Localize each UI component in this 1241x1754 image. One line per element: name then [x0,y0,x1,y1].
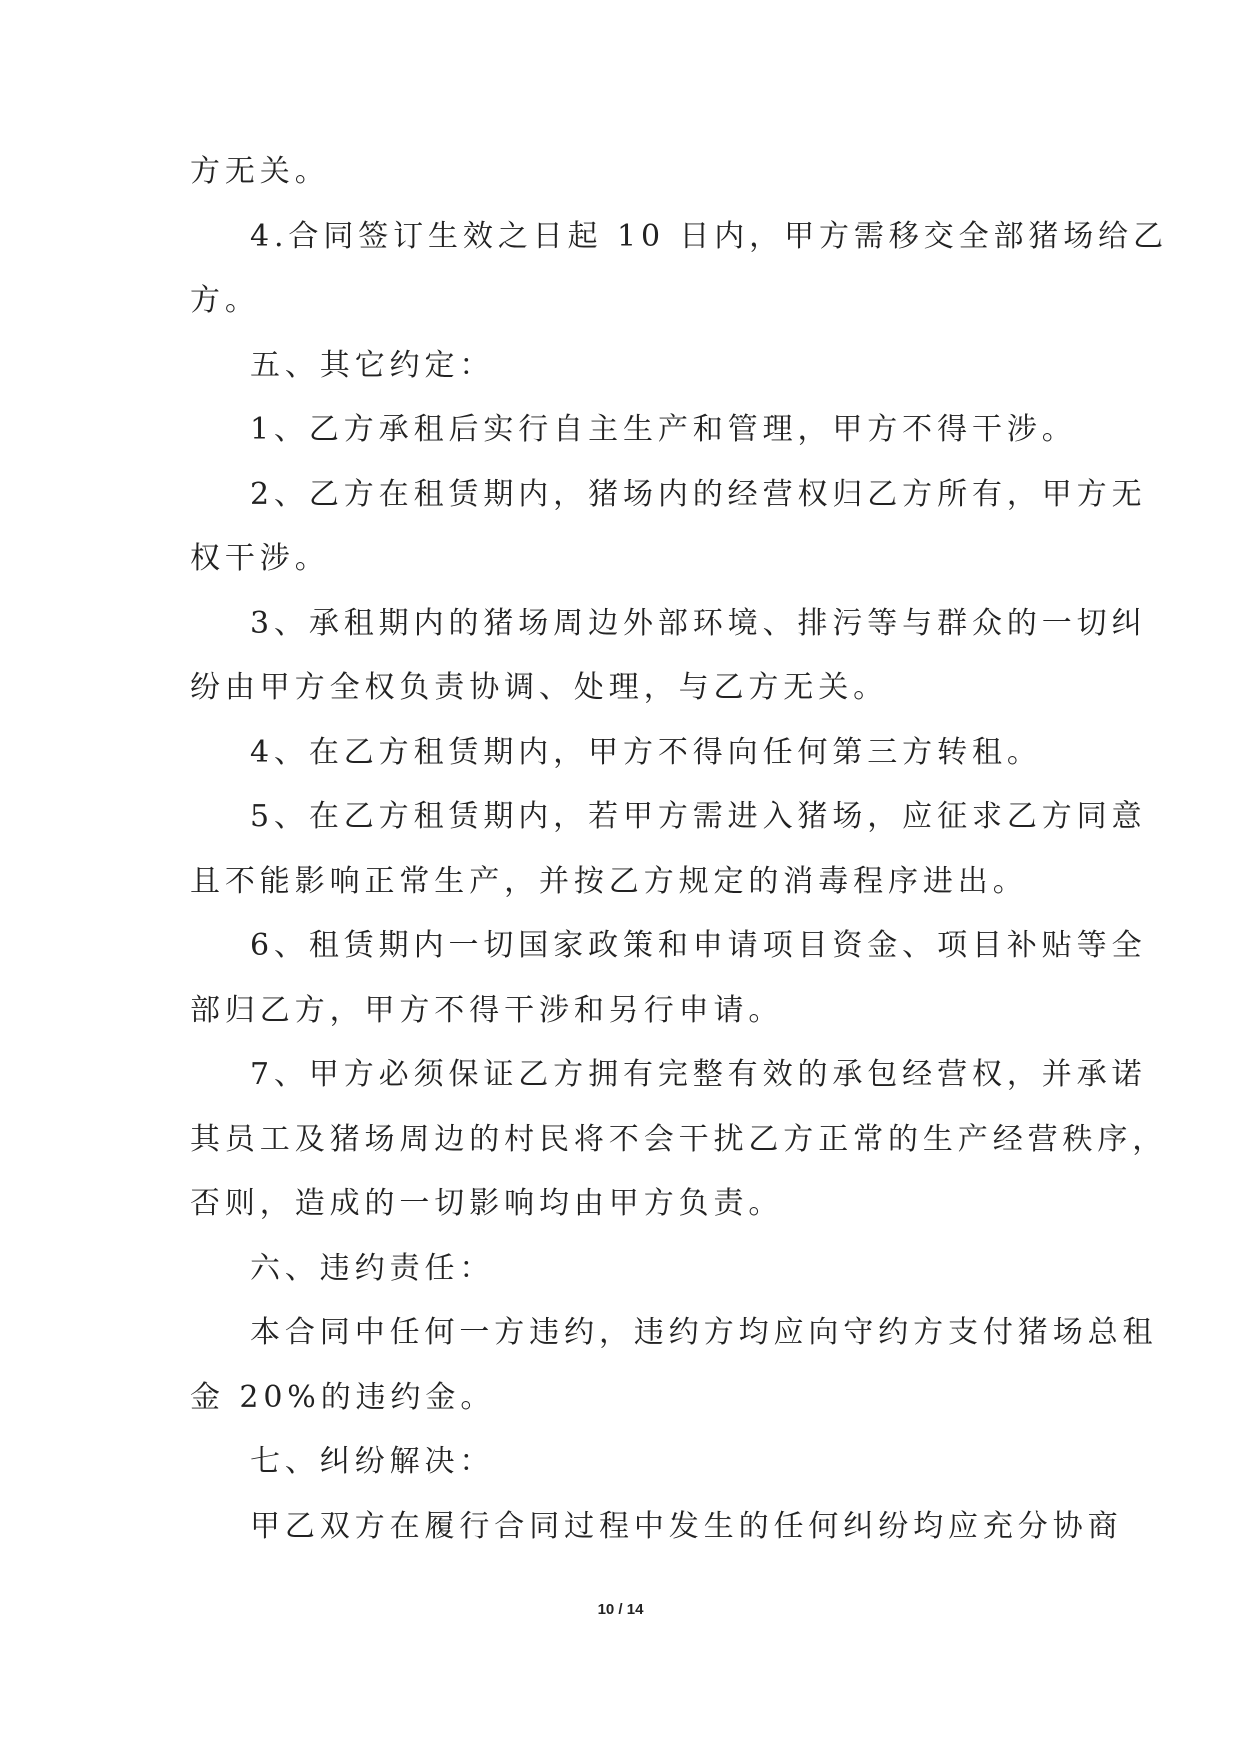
paragraph-line: 方无关。 [190,154,330,189]
paragraph-line: 且不能影响正常生产，并按乙方规定的消毒程序进出。 [190,863,1028,899]
section-heading: 七、纠纷解决： [250,1444,495,1479]
paragraph-line: 2、乙方在租赁期内，猪场内的经营权归乙方所有，甲方无 [250,476,1147,512]
paragraph-line: 4、在乙方租赁期内，甲方不得向任何第三方转租。 [250,734,1042,770]
paragraph-line: 纷由甲方全权负责协调、处理，与乙方无关。 [190,670,888,705]
paragraph-line: 7、甲方必须保证乙方拥有完整有效的承包经营权，并承诺 [250,1057,1147,1092]
paragraph-line: 方。 [190,283,260,318]
paragraph-line: 5、在乙方租赁期内，若甲方需进入猪场，应征求乙方同意 [250,799,1147,834]
paragraph-line: 3、承租期内的猪场周边外部环境、排污等与群众的一切纠 [250,605,1147,641]
paragraph-line: 部归乙方，甲方不得干涉和另行申请。 [190,992,784,1028]
page-number: 10 / 14 [597,1601,644,1618]
section-heading: 五、其它约定： [250,347,495,383]
paragraph-line: 否则，造成的一切影响均由甲方负责。 [190,1186,784,1221]
paragraph-line: 甲乙双方在履行合同过程中发生的任何纠纷均应充分协商 [250,1508,1123,1544]
paragraph-line: 1、乙方承租后实行自主生产和管理，甲方不得干涉。 [250,412,1077,447]
paragraph-line: 金 20%的违约金。 [190,1379,496,1415]
document-body [190,140,1168,1559]
section-heading: 六、违约责任： [250,1250,495,1286]
paragraph-line: 本合同中任何一方违约，违约方均应向守约方支付猪场总租 [250,1315,1158,1350]
paragraph-line: 其员工及猪场周边的村民将不会干扰乙方正常的生产经营秩序， [190,1121,1168,1157]
paragraph-line: 权干涉。 [190,541,330,576]
paragraph-line: 4.合同签订生效之日起 10 日内，甲方需移交全部猪场给乙 [250,218,1168,254]
paragraph-line: 6、租赁期内一切国家政策和申请项目资金、项目补贴等全 [250,928,1147,963]
